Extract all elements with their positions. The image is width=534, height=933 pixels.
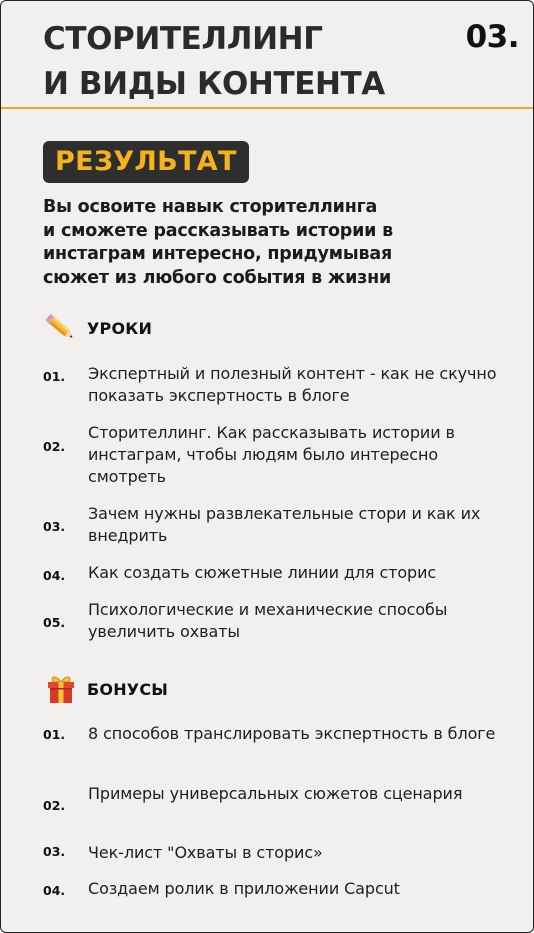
lessons-heading-label: УРОКИ (87, 318, 153, 338)
lesson-text: Психологические и механические способы увеличить охваты (88, 600, 448, 641)
lesson-text: Экспертный и полезный контент - как не скучно показать экспертность в блоге (88, 364, 497, 405)
bonus-number: 01. (43, 727, 66, 742)
bonuses-heading-label: БОНУСЫ (87, 679, 169, 699)
module-number: 03. (465, 19, 519, 55)
bonus-text: Чек-лист "Охваты в сторис» (88, 843, 323, 862)
lesson-number: 02. (43, 439, 66, 454)
lesson-number: 04. (43, 568, 66, 583)
bonus-text: Создаем ролик в приложении Capcut (88, 879, 400, 898)
pencil-icon (43, 312, 79, 344)
lessons-heading (43, 312, 152, 344)
page-title (43, 17, 385, 107)
result-line: Вы освоите навык сторителлинга (43, 197, 378, 217)
lesson-number: 01. (43, 369, 66, 384)
result-line: и сможете рассказывать истории в (43, 220, 394, 241)
result-badge: РЕЗУЛЬТАТ (43, 141, 249, 183)
header-divider (1, 107, 533, 109)
bonus-number: 03. (43, 844, 66, 859)
bonus-number: 04. (43, 883, 66, 898)
bonuses-heading (43, 673, 168, 705)
lesson-number: 03. (43, 519, 66, 534)
result-line: сюжет из любого события в жизни (43, 267, 392, 288)
lesson-text: Зачем нужны развлекательные стори и как их внедрить (88, 504, 481, 545)
gift-icon (43, 673, 79, 705)
result-line: инстаграм интересно, придумывая (43, 244, 393, 264)
bonus-text: 8 способов транслировать экспертность в блоге (88, 724, 496, 743)
lesson-number: 05. (43, 615, 66, 630)
result-description (43, 196, 513, 290)
lesson-text: Как создать сюжетные линии для сторис (88, 563, 437, 582)
lesson-text: Сторителлинг. Как рассказывать истории в инстаграм, чтобы людям было интересно смотреть (88, 423, 455, 486)
bonus-number: 02. (43, 798, 66, 813)
title-line-2: И ВИДЫ КОНТЕНТА (43, 66, 385, 102)
bonus-text: Примеры универсальных сюжетов сценария (88, 784, 463, 803)
title-line-1: СТОРИТЕЛЛИНГ (43, 21, 323, 57)
